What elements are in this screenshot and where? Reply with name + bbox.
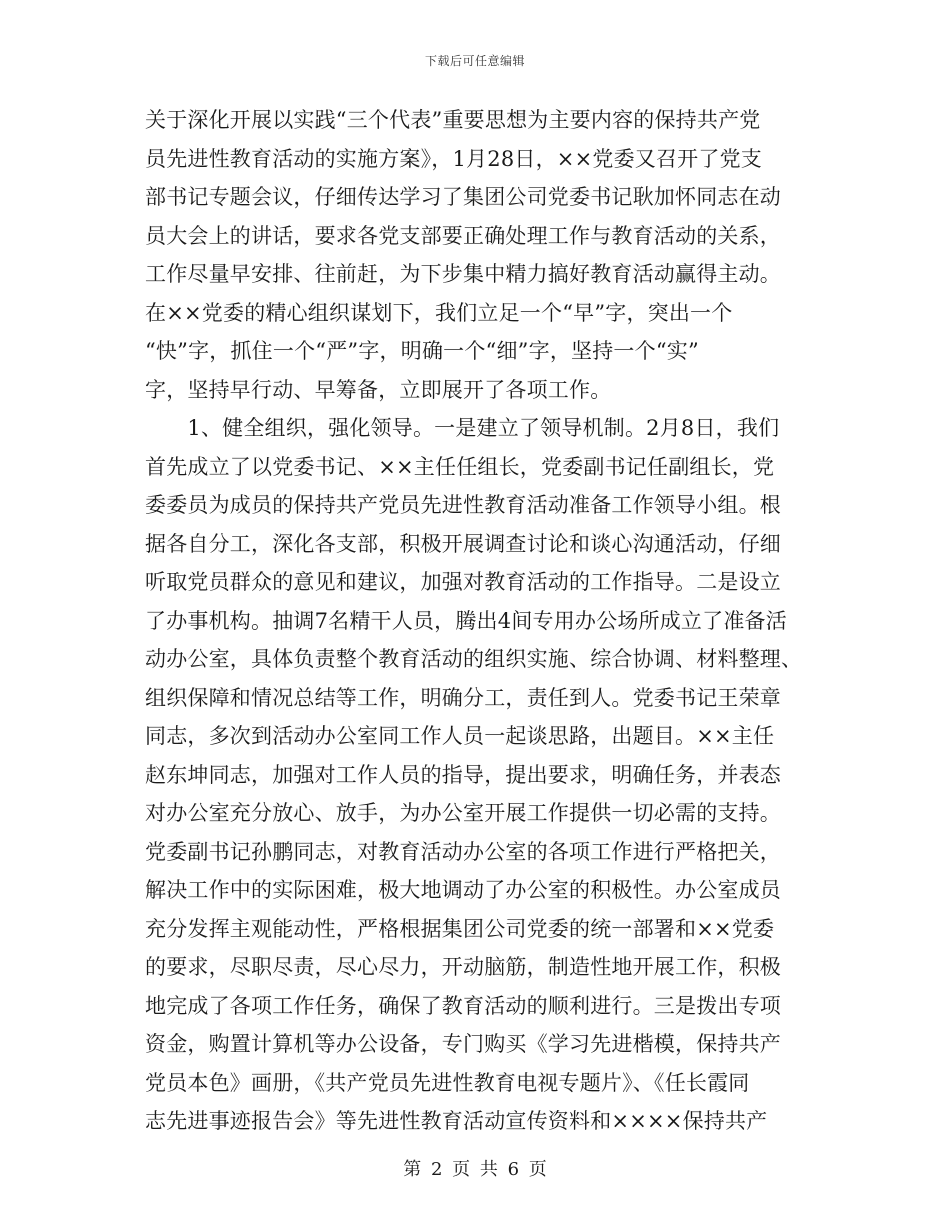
text-line: 首先成立了以党委书记、××主任任组长，党委副书记任副组长，党 — [145, 454, 775, 479]
text-line: 1、健全组织，强化领导。一是建立了领导机制。2月8日，我们 — [145, 416, 780, 440]
text-line: 员大会上的讲话，要求各党支部要正确处理工作与教育活动的关系， — [145, 223, 781, 248]
text-line: “快”字，抓住一个“严”字，明确一个“细”字，坚持一个“实” — [145, 339, 699, 363]
text-line: 志先进事迹报告会》等先进性教育活动宣传资料和××××保持共产 — [145, 1109, 768, 1133]
text-line: 充分发挥主观能动性，严格根据集团公司党委的统一部署和××党委 — [145, 916, 775, 941]
text-line: 地完成了各项工作任务，确保了教育活动的顺利进行。三是拨出专项 — [145, 993, 781, 1018]
text-line: 字，坚持早行动、早筹备，立即展开了各项工作。 — [145, 377, 612, 402]
text-line: 组织保障和情况总结等工作，明确分工，责任到人。党委书记王荣章 — [145, 685, 781, 710]
text-line: 在××党委的精心组织谋划下，我们立足一个“早”字，突出一个 — [145, 300, 733, 325]
document-body — [145, 101, 805, 1141]
text-line: 据各自分工，深化各支部，积极开展调查讨论和谈心沟通活动，仔细 — [145, 531, 781, 556]
text-line: 关于深化开展以实践“三个代表”重要思想为主要内容的保持共产党 — [145, 108, 761, 132]
text-line: 解决工作中的实际困难，极大地调动了办公室的积极性。办公室成员 — [145, 878, 781, 902]
page-header: 下载后可任意编辑 — [424, 54, 525, 68]
page-number: 第 2 页 共 6 页 — [403, 1159, 547, 1180]
text-line: 党委副书记孙鹏同志，对教育活动办公室的各项工作进行严格把关， — [145, 839, 781, 864]
text-line: 部书记专题会议，仔细传达学习了集团公司党委书记耿加怀同志在动 — [145, 185, 781, 209]
text-line: 员先进性教育活动的实施方案》，1月28日，××党委又召开了党支 — [145, 146, 762, 171]
text-line: 了办事机构。抽调7名精干人员，腾出4间专用办公场所成立了准备活 — [145, 608, 787, 633]
text-line: 赵东坤同志，加强对工作人员的指导，提出要求，明确任务，并表态 — [145, 762, 781, 787]
text-line: 同志，多次到活动办公室同工作人员一起谈思路，出题目。××主任 — [145, 724, 775, 748]
text-line: 动办公室，具体负责整个教育活动的组织实施、综合协调、材料整理、 — [145, 647, 803, 671]
text-line: 委委员为成员的保持共产党员先进性教育活动准备工作领导小组。根 — [145, 493, 781, 517]
text-line: 工作尽量早安排、往前赶，为下步集中精力搞好教育活动赢得主动。 — [145, 262, 781, 286]
text-line: 对办公室充分放心、放手，为办公室开展工作提供一切必需的支持。 — [145, 801, 781, 825]
text-line: 党员本色》画册，《共产党员先进性教育电视专题片》、《任长霞同 — [145, 1070, 750, 1095]
text-line: 的要求，尽职尽责，尽心尽力，开动脑筋，制造性地开展工作，积极 — [145, 955, 781, 979]
text-line: 听取党员群众的意见和建议，加强对教育活动的工作指导。二是设立 — [145, 570, 781, 594]
text-line: 资金，购置计算机等办公设备，专门购买《学习先进楷模，保持共产 — [145, 1032, 781, 1056]
